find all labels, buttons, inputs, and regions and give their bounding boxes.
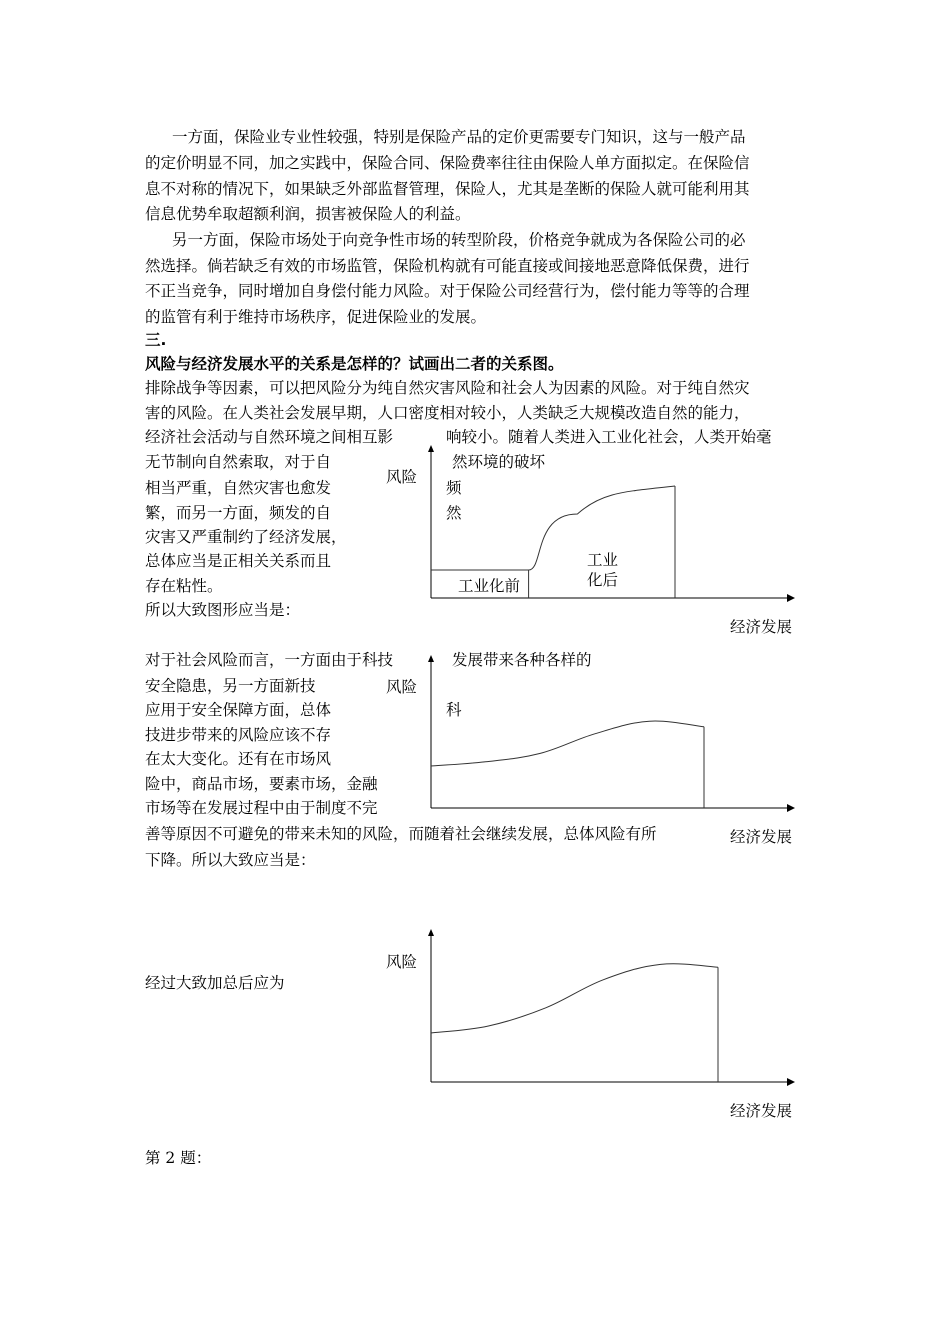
chart2-y-arrow	[428, 655, 434, 662]
wrap1-line-4: 灾害又严重制约了经济发展，	[145, 528, 347, 546]
chart2-xlabel: 经济发展	[730, 828, 793, 846]
wrap2-right-1: 发展带来各种各样的	[452, 651, 592, 669]
para2-line-2: 然选择。倘若缺乏有效的市场监管，保险机构就有可能直接或间接地恶意降低保费，进行	[145, 257, 750, 275]
para2-line-1: 另一方面，保险市场处于向竞争性市场的转型阶段，价格竞争就成为各保险公司的必	[172, 231, 746, 249]
wrap2-right-2: 科	[446, 701, 462, 719]
wrap2-line-3: 应用于安全保障方面，总体	[145, 701, 332, 719]
chart3-xlabel: 经济发展	[730, 1102, 793, 1120]
chart3-x-arrow	[787, 1078, 795, 1086]
para1-line-1: 一方面，保险业专业性较强，特别是保险产品的定价更需要专门知识，这与一般产品	[172, 128, 746, 146]
chart1-y-arrow	[428, 445, 434, 452]
para5: 经过大致加总后应为	[145, 974, 285, 992]
para3-line-1: 排除战争等因素，可以把风险分为纯自然灾害风险和社会人为因素的风险。对于纯自然灾	[145, 379, 750, 397]
wrap1-line-5: 总体应当是正相关关系而且	[145, 552, 332, 570]
wrap1-line-6: 存在粘性。	[145, 577, 223, 595]
chart2-curve	[431, 721, 704, 766]
chart1-annotation-post: 工业化后	[587, 551, 619, 589]
wrap1-right-3: 然	[446, 504, 462, 522]
para3-line-3-left: 经济社会活动与自然环境之间相互影	[145, 428, 394, 446]
chart3-curve	[431, 964, 718, 1033]
section-number: 三.	[145, 331, 167, 349]
wrap1-line-2: 相当严重，自然灾害也愈发	[145, 479, 332, 497]
para1-line-4: 信息优势牟取超额利润，损害被保险人的利益。	[145, 205, 471, 223]
para2-line-3: 不正当竞争，同时增加自身偿付能力风险。对于保险公司经营行为，偿付能力等等的合理	[145, 282, 750, 300]
wrap2-line-6: 险中，商品市场，要素市场，金融	[145, 775, 378, 793]
wrap1-right-1: 然环境的破坏	[452, 453, 546, 471]
para4-line-1: 善等原因不可避免的带来未知的风险，而随着社会继续发展，总体风险有所	[145, 825, 657, 843]
para1-line-3: 息不对称的情况下，如果缺乏外部监督管理，保险人，尤其是垄断的保险人就可能利用其	[145, 180, 750, 198]
wrap1-line-3: 繁，而另一方面，频发的自	[145, 504, 332, 522]
question-2-label: 第 2 题：	[145, 1149, 212, 1167]
para3-line-3-right: 响较小。随着人类进入工业化社会，人类开始毫	[446, 428, 772, 446]
chart1-x-arrow	[787, 594, 795, 602]
chart1	[428, 445, 795, 602]
chart2	[428, 651, 795, 812]
para4-line-2: 下降。所以大致应当是：	[145, 851, 316, 869]
para1-line-2: 的定价明显不同，加之实践中，保险合同、保险费率往往由保险人单方面拟定。在保险信	[145, 154, 750, 172]
question-heading: 风险与经济发展水平的关系是怎样的？试画出二者的关系图。	[145, 355, 564, 373]
chart1-xlabel: 经济发展	[730, 618, 793, 636]
wrap1-line-1: 无节制向自然索取，对于自	[145, 453, 332, 471]
para3-line-2: 害的风险。在人类社会发展早期，人口密度相对较小，人类缺乏大规模改造自然的能力，	[145, 404, 750, 422]
wrap2-line-2: 安全隐患，另一方面新技	[145, 677, 316, 695]
chart1-annotation-pre: 工业化前	[458, 577, 521, 595]
wrap2-line-7: 市场等在发展过程中由于制度不完	[145, 799, 378, 817]
wrap1-right-2: 频	[446, 479, 462, 497]
chart1-ylabel: 风险	[386, 468, 418, 486]
wrap2-line-1: 对于社会风险而言，一方面由于科技	[145, 651, 394, 669]
para2-line-4: 的监管有利于维持市场秩序，促进保险业的发展。	[145, 308, 487, 326]
chart3	[428, 929, 795, 1086]
chart2-ylabel: 风险	[386, 678, 418, 696]
chart3-ylabel: 风险	[386, 953, 418, 971]
wrap2-line-4: 技进步带来的风险应该不存	[145, 726, 332, 744]
chart2-x-arrow	[787, 804, 795, 812]
wrap2-line-5: 在太大变化。还有在市场风	[145, 750, 332, 768]
chart1-curve	[431, 486, 675, 570]
chart3-y-arrow	[428, 929, 434, 936]
wrap1-line-7: 所以大致图形应当是：	[145, 601, 301, 619]
